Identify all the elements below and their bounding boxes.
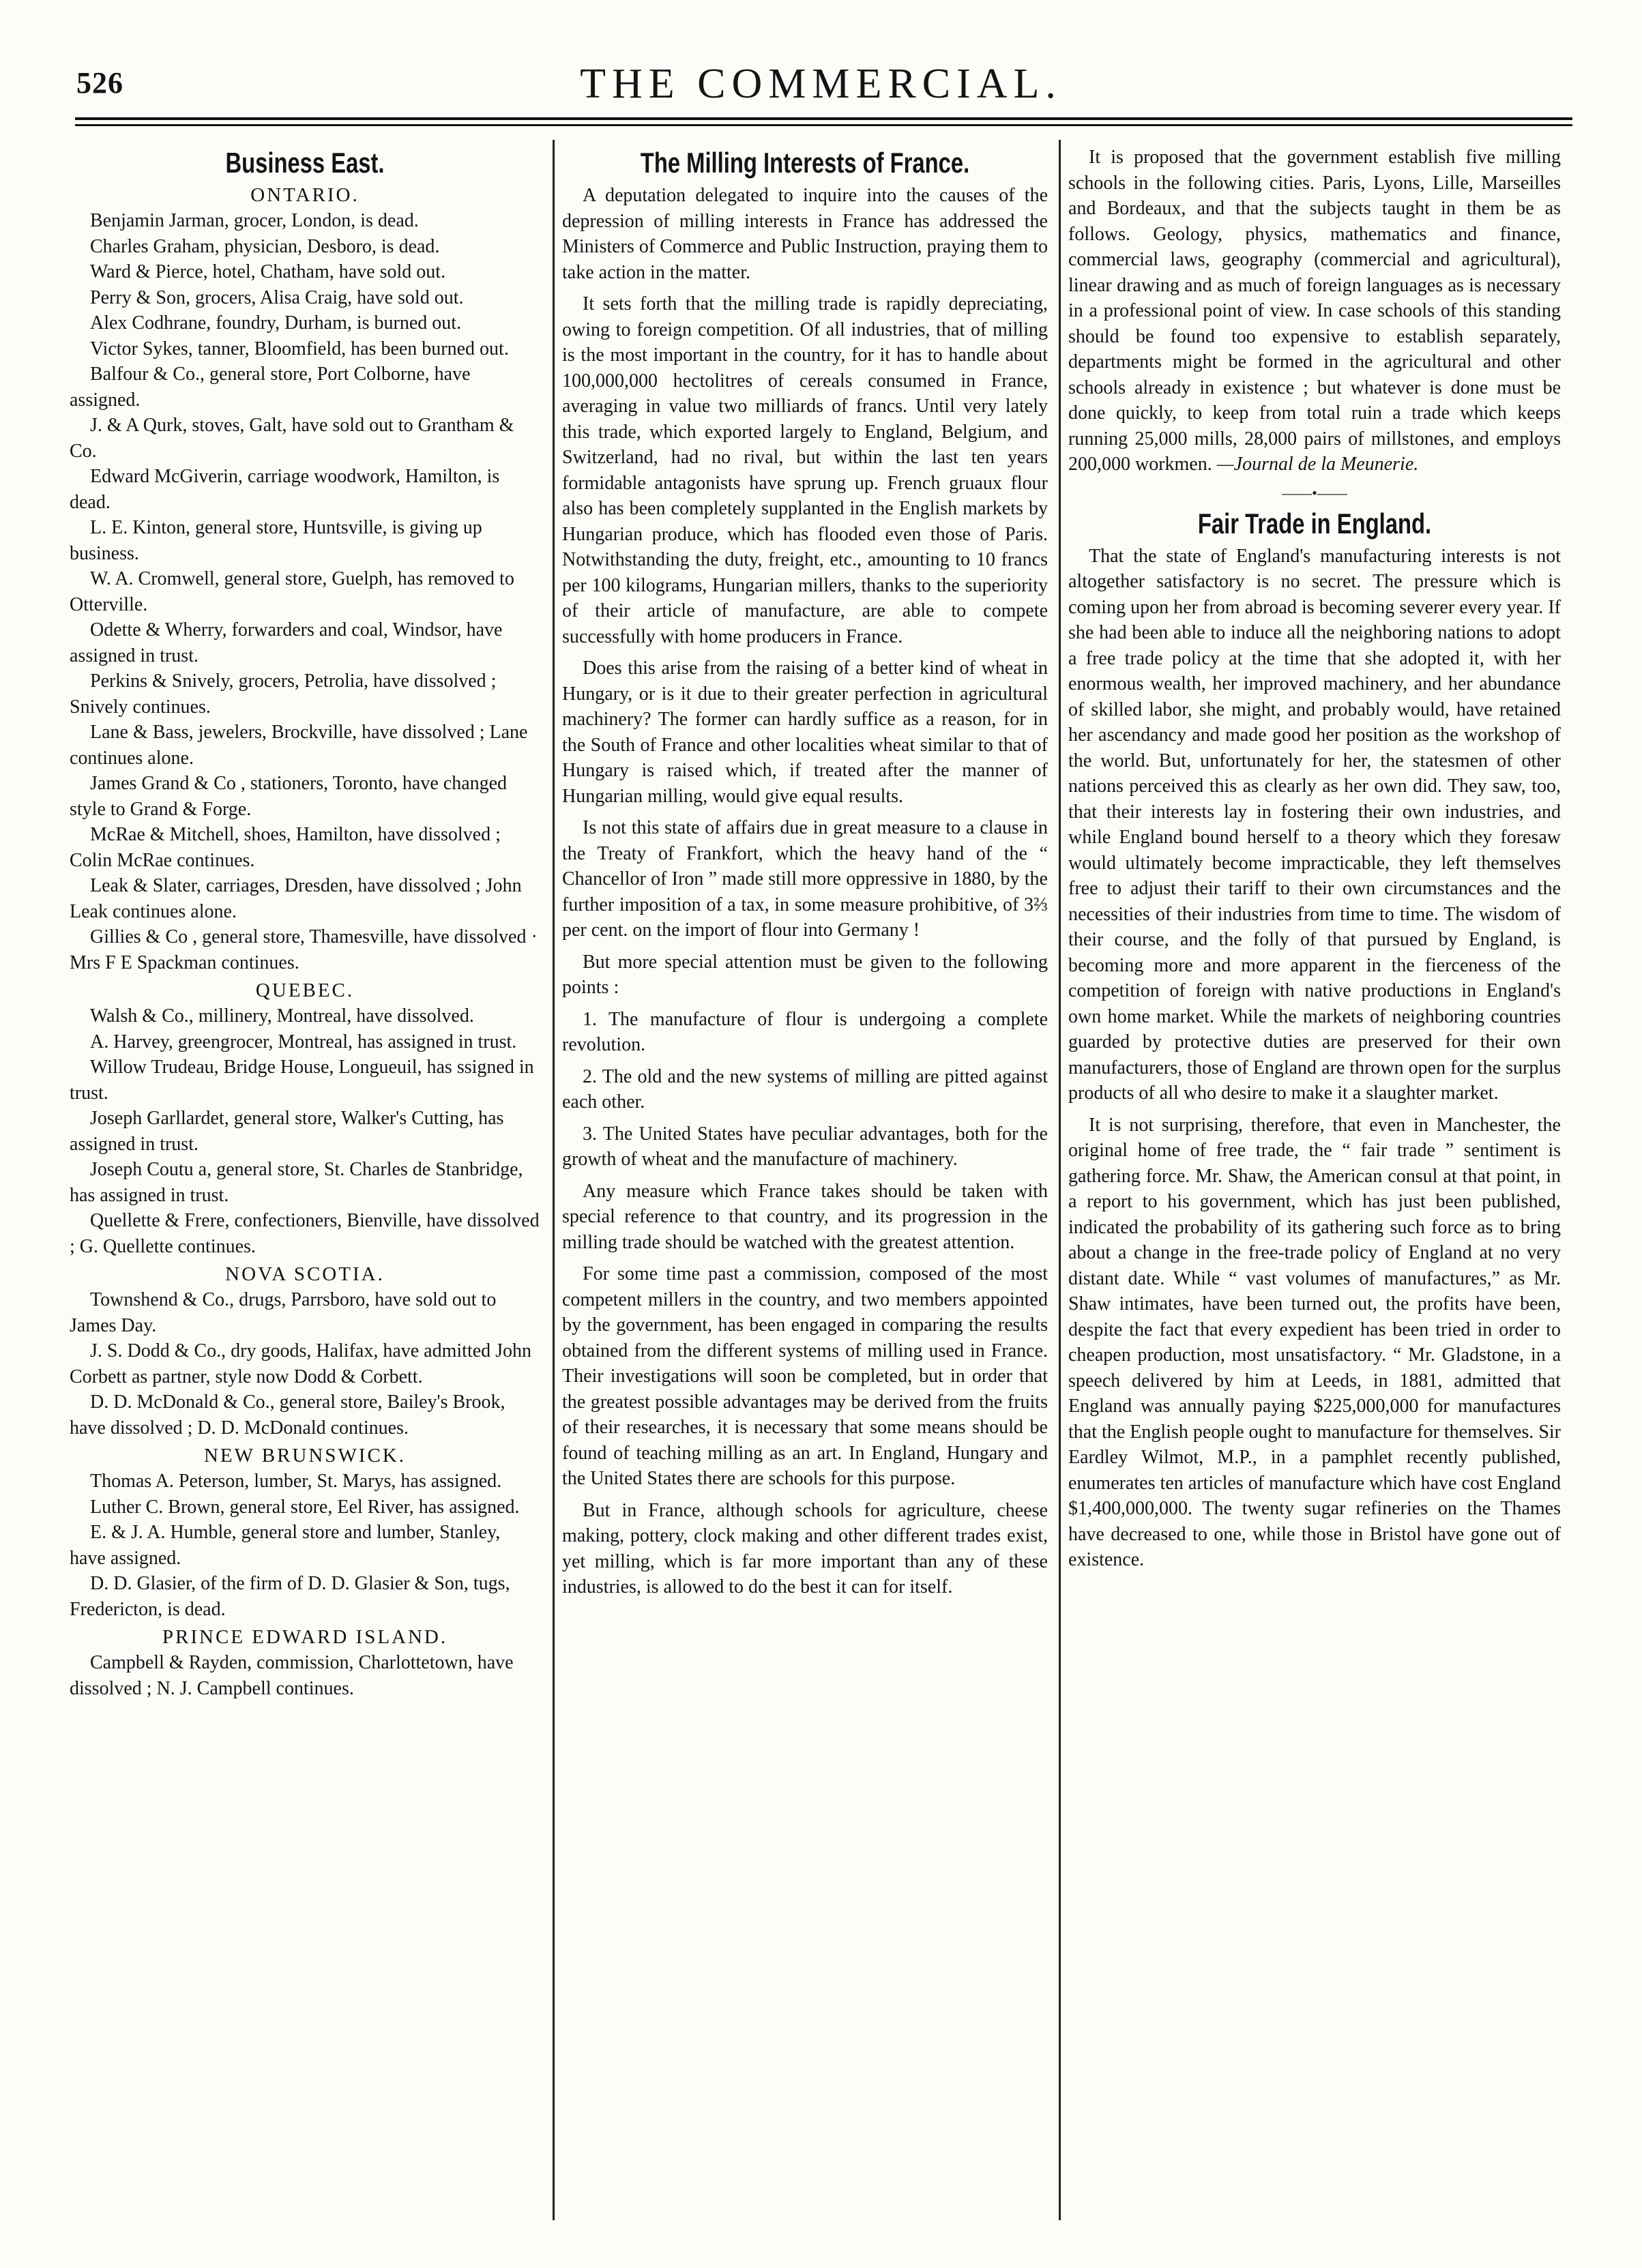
business-notice: J. S. Dodd & Co., dry goods, Halifax, have admitted John Corbett as partner, style now Dodd & Corbett.: [70, 1340, 532, 1387]
business-notice: D. D. Glasier, of the firm of D. D. Glasier & Son, tugs, Fredericton, is dead.: [70, 1573, 510, 1620]
milling-paragraph: Does this arise from the raising of a better kind of wheat in Hungary, or is it due to their greater perfection in agricultural machinery? The former can hardly suffice as a reason, for in the South of France and other localities wheat similar to that of Hungary is raised which, if treated after the manner of Hungarian milling, would give equal results.: [562, 658, 1048, 807]
business-notice: Alex Codhrane, foundry, Durham, is burned out.: [90, 312, 462, 334]
milling-paragraph: But in France, although schools for agriculture, cheese making, pottery, clock making and other different trades exist, yet milling, which is far more important than any of these industries, is allowed to do the best it can for itself.: [562, 1499, 1048, 1597]
province-heading: NOVA SCOTIA.: [225, 1263, 385, 1285]
milling-heading: The Milling Interests of France.: [640, 147, 970, 179]
page-number: 526: [76, 66, 123, 100]
fair-trade-heading: Fair Trade in England.: [1197, 507, 1432, 540]
column-milling-france: [562, 145, 1048, 2226]
business-notice: Victor Sykes, tanner, Bloomfield, has been burned out.: [90, 338, 509, 359]
business-notice: Willow Trudeau, Bridge House, Longueuil, has ssigned in trust.: [70, 1057, 534, 1104]
business-notice: Luther C. Brown, general store, Eel River, has assigned.: [90, 1496, 520, 1518]
article-divider: ——•——: [1282, 484, 1347, 501]
business-notice: Odette & Wherry, forwarders and coal, Windsor, have assigned in trust.: [70, 619, 503, 666]
business-notice: A. Harvey, greengrocer, Montreal, has assigned in trust.: [90, 1031, 517, 1052]
business-notice: Leak & Slater, carriages, Dresden, have dissolved ; John Leak continues alone.: [70, 875, 522, 922]
column-business-east: [70, 145, 540, 2226]
milling-paragraph: For some time past a commission, composed of the most competent millers in the country, and two members appointed by the government, has been engaged in comparing the results obtained from the different systems of milling used in France. Their investigations will soon be completed, but in order that the greatest possible advantages may be derived from the fruits of their researches, it is necessary that some means should be found of teaching milling as an art. In England, Hungary and the United States there are schools for this purpose.: [562, 1263, 1048, 1489]
business-notice: McRae & Mitchell, shoes, Hamilton, have dissolved ; Colin McRae continues.: [70, 824, 501, 871]
business-notice: Gillies & Co , general store, Thamesville, have dissolved · Mrs F E Spackman continues.: [70, 926, 538, 973]
business-notice: Edward McGiverin, carriage woodwork, Hamilton, is dead.: [70, 466, 500, 513]
business-notice: Campbell & Rayden, commission, Charlottetown, have dissolved ; N. J. Campbell continues.: [70, 1652, 514, 1699]
milling-paragraph: A deputation delegated to inquire into the causes of the depression of milling interests in France has addressed the Ministers of Commerce and Public Instruction, praying them to take action in the matter.: [562, 185, 1048, 283]
business-notice: E. & J. A. Humble, general store and lumber, Stanley, have assigned.: [70, 1522, 501, 1569]
milling-paragraph: 1. The manufacture of flour is undergoing a complete revolution.: [562, 1008, 1048, 1055]
milling-paragraph: But more special attention must be given to the following points :: [562, 951, 1048, 998]
business-notice: Ward & Pierce, hotel, Chatham, have sold out.: [90, 261, 446, 282]
province-heading: QUEBEC.: [255, 980, 355, 1001]
business-notice: W. A. Cromwell, general store, Guelph, has removed to Otterville.: [70, 568, 514, 615]
business-notice: James Grand & Co , stationers, Toronto, have changed style to Grand & Forge.: [70, 773, 508, 820]
milling-paragraph: Any measure which France takes should be taken with special reference to that country, and its progression in the milling trade should be watched with the greatest attention.: [562, 1180, 1048, 1253]
column-fair-trade: [1068, 145, 1561, 2226]
province-heading: ONTARIO.: [250, 184, 360, 206]
business-notice: Quellette & Frere, confectioners, Bienville, have dissolved ; G. Quellette continues.: [70, 1210, 540, 1257]
business-notice: Perry & Son, grocers, Alisa Craig, have sold out.: [90, 286, 464, 308]
business-notice: Perkins & Snively, grocers, Petrolia, have dissolved ; Snively continues.: [70, 671, 497, 718]
business-east-heading: Business East.: [225, 147, 385, 179]
business-notice: Charles Graham, physician, Desboro, is dead.: [90, 235, 440, 257]
province-heading: PRINCE EDWARD ISLAND.: [162, 1626, 448, 1648]
business-notice: Townshend & Co., drugs, Parrsboro, have sold out to James Day.: [70, 1289, 497, 1336]
business-notice: Joseph Garllardet, general store, Walker's Cutting, has assigned in trust.: [70, 1108, 504, 1155]
milling-paragraph: 2. The old and the new systems of milling are pitted against each other.: [562, 1065, 1048, 1113]
milling-continuation: It is proposed that the government establish five milling schools in the following cities. Paris, Lyons, Lille, Marseilles and Bordeaux, and that the subjects taught in them be as follows. Geology, physics, mathematics and finance, commercial laws, geography (commercial and agricultural), linear drawing and as much of foreign languages as is necessary in a professional point of view. In case schools of this standing should be found too expensive to establish separately, departments might be formed in the agricultural and other schools already in existence ; but whatever is done must be done quickly, to keep from total ruin a trade which keeps running 25,000 mills, 28,000 pairs of millstones, and employs 200,000 workmen. —Journal de la Meunerie.: [1068, 147, 1561, 475]
milling-paragraph: Is not this state of affairs due in great measure to a clause in the Treaty of Frankfort, which the heavy hand of the “ Chancellor of Iron ” made still more oppressive in 1880, by the further imposition of a tax, in some measure prohibitive, of 3⅔ per cent. on the import of flour into Germany !: [562, 817, 1048, 941]
column-divider: [1059, 140, 1061, 2220]
business-notice: Walsh & Co., millinery, Montreal, have dissolved.: [90, 1005, 474, 1027]
header-rule-lower: [75, 124, 1572, 126]
header-rule: [75, 117, 1572, 120]
business-notice: Benjamin Jarman, grocer, London, is dead.: [90, 210, 419, 231]
milling-paragraph: 3. The United States have peculiar advantages, both for the growth of wheat and the manufacture of machinery.: [562, 1123, 1048, 1170]
fair-trade-paragraph: It is not surprising, therefore, that even in Manchester, the original home of free trade, the “ fair trade ” sentiment is gathering force. Mr. Shaw, the American consul at that point, in a report to his government, which has just been published, indicated the probability of its gathering such force as to bring about a change in the free-trade policy of England at no very distant date. While “ vast volumes of manufactures,” as Mr. Shaw intimates, have been turned out, the profits have been, despite the fact that every expedient has been tried in order to cheapen production, most unsatisfactory. “ Mr. Gladstone, in a speech delivered by him at Leeds, in 1881, admitted that England was annually paying $225,000,000 for manufactures that the English people ought to manufacture for themselves. Sir Eardley Wilmot, M.P., in a pamphlet recently published, enumerates ten articles of manufacture which have cost England $1,400,000,000. The twenty sugar refineries on the Thames have decreased to one, while those in Bristol have gone out of existence.: [1068, 1114, 1561, 1570]
business-notice: Joseph Coutu a, general store, St. Charles de Stanbridge, has assigned in trust.: [70, 1159, 523, 1206]
business-notice: J. & A Qurk, stoves, Galt, have sold out to Grantham & Co.: [70, 415, 514, 462]
masthead-title: THE COMMERCIAL.: [580, 61, 1062, 107]
business-notice: Thomas A. Peterson, lumber, St. Marys, has assigned.: [90, 1471, 502, 1492]
business-notice: Lane & Bass, jewelers, Brockville, have dissolved ; Lane continues alone.: [70, 722, 528, 769]
business-notice: Balfour & Co., general store, Port Colborne, have assigned.: [70, 364, 471, 411]
column-divider: [553, 140, 555, 2220]
business-notice: L. E. Kinton, general store, Huntsville, is giving up business.: [70, 517, 482, 564]
milling-paragraph: It sets forth that the milling trade is rapidly depreciating, owing to foreign competition. Of all industries, that of milling is the most important in the country, for it has to handle about 100,000,000 hectolitres of cereals consumed in France, averaging in value two milliards of francs. Until very lately this trade, which exported largely to England, Belgium, and Switzerland, had no rival, but within the last ten years formidable antagonists have sprung up. French gruaux flour also has been completely supplanted in the English markets by Hungarian produce, which has flooded even those of Paris. Notwithstanding the duty, freight, etc., amounting to 10 francs per 100 kilograms, Hungarian millers, thanks to the superiority of their article of manufacture, are able to compete successfully with home producers in France.: [562, 293, 1048, 647]
source-byline: —Journal de la Meunerie.: [1216, 454, 1419, 475]
business-notice: D. D. McDonald & Co., general store, Bailey's Brook, have dissolved ; D. D. McDonald continues.: [70, 1391, 505, 1439]
province-heading: NEW BRUNSWICK.: [203, 1445, 407, 1467]
fair-trade-paragraph: That the state of England's manufacturing interests is not altogether satisfactory is no secret. The pressure which is coming upon her from abroad is becoming severer every year. If she had been able to induce all the neighboring nations to adopt a free trade policy at the time that she adopted it, with her enormous wealth, her improved machinery, and her abundance of skilled labor, she might, and probably would, have retained her ascendancy and made good her position as the workshop of the world. But, unfortunately for her, the statesmen of other nations perceived this as clearly as her own did. They saw, too, that their interests lay in fostering their own industries, and while England bound herself to a theory which they foresaw would ultimately become impracticable, they left themselves free to adjust their tariff to their own circumstances and the necessities of their industries from time to time. The wisdom of their course, and the folly of that pursued by England, is becoming more and more apparent in the fierceness of the competition of foreign with native productions in England's own home market. While the markets of neighboring countries guarded by protective duties are preserved for their own manufacturers, those of England are thrown open for the surplus products of all who desire to make it a slaughter market.: [1068, 545, 1561, 1104]
